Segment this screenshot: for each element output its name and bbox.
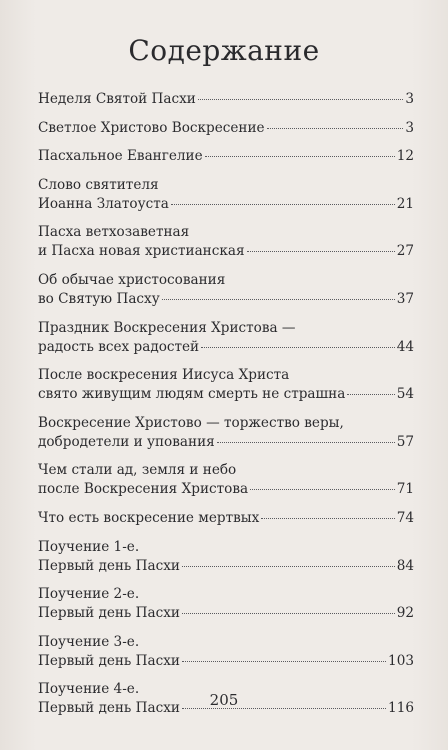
toc-entry-title-line: Воскресение Христово — торжество веры,: [38, 414, 344, 431]
toc-entry-page-number: 84: [396, 557, 414, 574]
toc-entry-row: [38, 385, 414, 404]
toc-entry-title: Первый день Пасхи: [38, 605, 180, 622]
toc-entry-page-number: 27: [396, 243, 414, 260]
toc-entry-title: Что есть воскресение мертвых: [38, 509, 260, 526]
toc-entry-title: и Пасха новая христианская: [38, 243, 245, 260]
toc-entry-row: [38, 433, 414, 452]
dot-leader: [198, 99, 403, 100]
toc-entry-page-number: 44: [396, 338, 414, 355]
dot-leader: [201, 347, 395, 348]
toc-entry: [38, 585, 414, 623]
toc-entry: [38, 633, 414, 671]
dot-leader: [250, 489, 395, 490]
toc-entry-title-line: Праздник Воскресения Христова —: [38, 319, 296, 336]
toc-entry-title: после Воскресения Христова: [38, 481, 249, 498]
toc-entry-title-line: Чем стали ад, земля и небо: [38, 462, 237, 479]
toc-entry-page-number: 57: [396, 433, 414, 450]
toc-entry-title-line: Поучение 4-е.: [38, 681, 140, 698]
toc-entry-page-number: 74: [396, 509, 414, 526]
toc-entry-page-number: 21: [396, 195, 414, 212]
dot-leader: [267, 128, 404, 129]
toc-entry-title-line: Об обычае христосования: [38, 271, 226, 288]
toc-entry: [38, 147, 414, 166]
toc-entry-row: [38, 652, 414, 671]
toc-entry-title-line: Поучение 3-е.: [38, 633, 140, 650]
toc-entry: [38, 414, 414, 452]
toc-entry: [38, 366, 414, 404]
dot-leader: [247, 251, 395, 252]
toc-entry-page-number: 92: [396, 605, 414, 622]
toc-entry-title: добродетели и упования: [38, 433, 215, 450]
toc-entry-row: [38, 90, 414, 109]
toc-entry-title: свято живущим людям смерть не страшна: [38, 386, 346, 403]
toc-entry-title-line: Пасха ветхозаветная: [38, 224, 190, 241]
toc-entry: [38, 319, 414, 357]
toc-entry-title-line: Поучение 1-е.: [38, 538, 140, 555]
dot-leader: [205, 156, 395, 157]
toc-entry: [38, 176, 414, 214]
toc-entry-page-number: 116: [388, 700, 414, 717]
toc-entry-title: Пасхальное Евангелие: [38, 148, 203, 165]
table-of-contents: [38, 90, 414, 728]
toc-entry-row: [38, 290, 414, 309]
dot-leader: [217, 442, 395, 443]
toc-entry: [38, 223, 414, 261]
toc-entry-page-number: 12: [396, 148, 414, 165]
toc-entry: [38, 271, 414, 309]
toc-entry-title: Первый день Пасхи: [38, 557, 180, 574]
dot-leader: [182, 566, 395, 567]
page-number: 205: [209, 691, 239, 709]
dot-leader: [182, 661, 386, 662]
toc-entry-row: [38, 604, 414, 623]
toc-entry-row: [38, 119, 414, 138]
dot-leader: [182, 613, 395, 614]
toc-entry-title: во Святую Пасху: [38, 290, 160, 307]
toc-entry-row: [38, 242, 414, 261]
toc-entry: [38, 461, 414, 499]
dot-leader: [261, 518, 394, 519]
toc-entry-page-number: 103: [388, 652, 414, 669]
dot-leader: [347, 394, 394, 395]
dot-leader: [171, 204, 395, 205]
toc-entry-title: Неделя Святой Пасхи: [38, 91, 196, 107]
toc-entry-page-number: 3: [405, 91, 414, 107]
toc-entry-title: Первый день Пасхи: [38, 700, 180, 717]
toc-entry-row: [38, 338, 414, 357]
toc-entry-title-line: Поучение 2-е.: [38, 586, 140, 603]
dot-leader: [162, 299, 395, 300]
toc-entry: [38, 90, 414, 109]
toc-entry-row: [38, 147, 414, 166]
toc-entry-title-line: Слово святителя: [38, 176, 159, 193]
toc-entry-row: [38, 195, 414, 214]
toc-entry-title-line: После воскресения Иисуса Христа: [38, 367, 290, 384]
toc-entry-page-number: 37: [396, 290, 414, 307]
toc-entry-title: Первый день Пасхи: [38, 652, 180, 669]
toc-entry-title: радость всех радостей: [38, 338, 200, 355]
toc-entry-row: [38, 509, 414, 528]
toc-entry-title: Иоанна Златоуста: [38, 195, 169, 212]
toc-entry-page-number: 3: [405, 119, 414, 136]
toc-entry-page-number: 71: [396, 481, 414, 498]
toc-entry-page-number: 54: [396, 386, 414, 403]
toc-entry: [38, 538, 414, 576]
toc-entry-row: [38, 557, 414, 576]
toc-entry: [38, 119, 414, 138]
page-title: Содержание: [128, 34, 320, 67]
toc-entry: [38, 509, 414, 528]
toc-entry-row: [38, 480, 414, 499]
toc-entry-title: Светлое Христово Воскресение: [38, 119, 265, 136]
